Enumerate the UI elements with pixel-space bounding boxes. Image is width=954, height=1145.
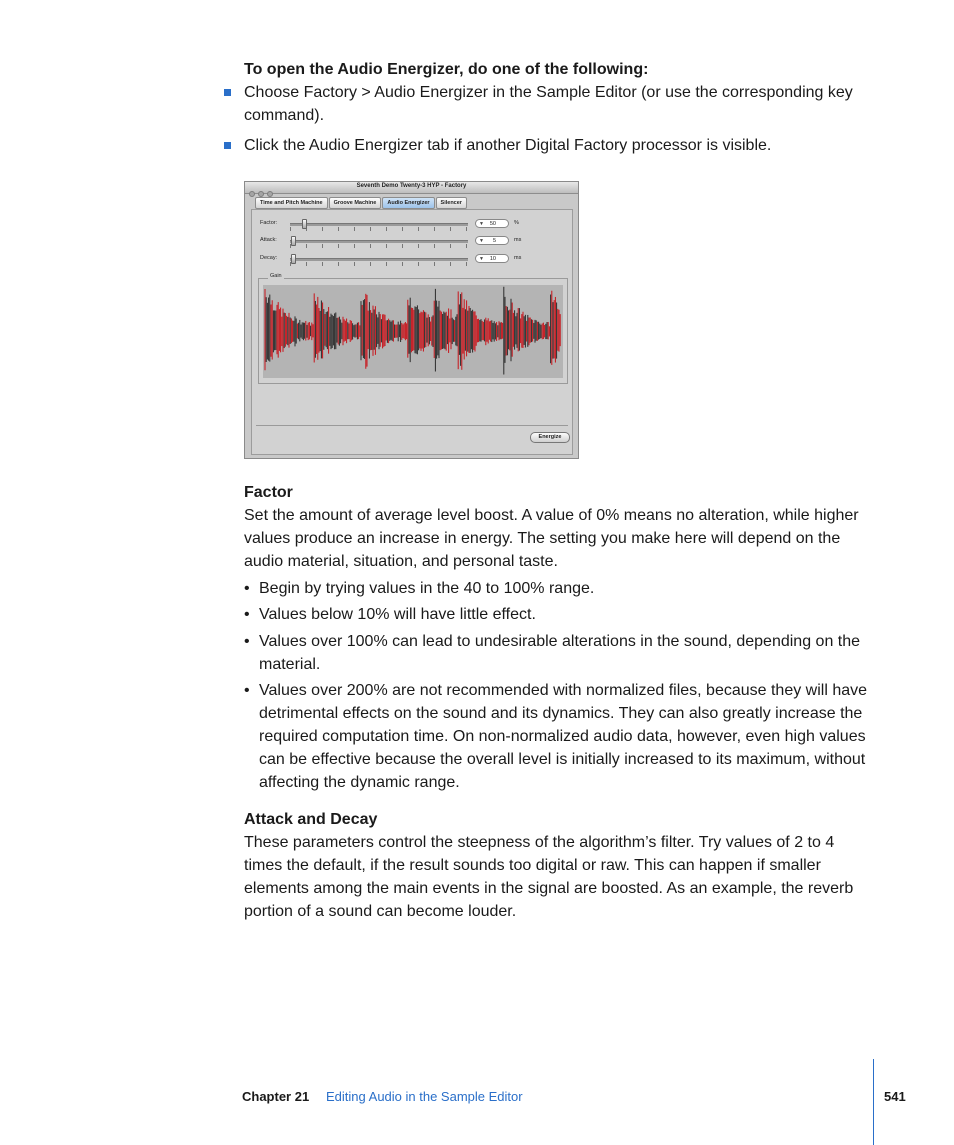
tab-silencer[interactable]: Silencer	[436, 197, 467, 209]
factor-heading: Factor	[244, 484, 293, 501]
bullet-square-icon	[224, 142, 231, 149]
list-item	[244, 679, 874, 794]
factor-row	[258, 219, 570, 229]
factor-slider-track[interactable]	[290, 223, 468, 226]
chevron-down-icon[interactable]: ▼	[479, 238, 484, 244]
window-titlebar	[245, 182, 578, 194]
list-item	[244, 630, 874, 676]
footer-chapter-title: Editing Audio in the Sample Editor	[326, 1089, 523, 1104]
list-item	[244, 577, 874, 600]
energizer-panel	[251, 209, 573, 455]
bullet-dot-icon: •	[244, 682, 250, 699]
decay-value-field[interactable]	[475, 254, 509, 263]
gain-label: Gain	[270, 273, 282, 279]
attack-row	[258, 236, 570, 246]
footer-divider	[873, 1059, 874, 1145]
tab-audio-energizer[interactable]: Audio Energizer	[382, 197, 434, 209]
list-item-text: Values over 200% are not recommended with normalized files, because they will have detrimental effects on the sound and its dynamics. They can also greatly increase the required computation time. On non-normalized audio data, however, even high values can be effective because the overall level is initially increased to its maximum, without affecting the dynamic range.	[259, 682, 868, 791]
energize-button[interactable]: Energize	[530, 432, 570, 443]
bullet-square-icon	[224, 89, 231, 96]
processor-tabs	[255, 197, 468, 208]
factor-value: 50	[489, 221, 496, 227]
attack-decay-body: These parameters control the steepness of the algorithm’s filter. Try values of 2 to 4 times the default, if the result sounds too digital or raw. This can happen if smaller elements among the main events in the signal are boosted. As an example, the reverb portion of a sound can become louder.	[244, 834, 854, 920]
intro-bullet-2: Click the Audio Energizer tab if another Digital Factory processor is visible.	[244, 137, 772, 154]
attack-decay-heading: Attack and Decay	[244, 811, 378, 828]
attack-slider-track[interactable]	[290, 240, 468, 243]
footer-chapter: Chapter 21	[242, 1089, 310, 1104]
decay-slider-track[interactable]	[290, 258, 468, 261]
decay-row	[258, 254, 570, 264]
attack-slider-knob[interactable]	[291, 236, 296, 246]
list-item-text: Begin by trying values in the 40 to 100% range.	[259, 580, 595, 597]
tab-groove-machine[interactable]: Groove Machine	[329, 197, 382, 209]
attack-value: 5	[492, 238, 496, 244]
audio-energizer-window	[244, 181, 579, 459]
factor-slider-knob[interactable]	[302, 219, 307, 229]
bullet-dot-icon: •	[244, 606, 250, 623]
attack-unit: ms	[514, 237, 522, 243]
tab-time-and-pitch-machine[interactable]: Time and Pitch Machine	[255, 197, 328, 209]
factor-body: Set the amount of average level boost. A value of 0% means no alteration, while higher values produce an increase in energy. The setting you make here will depend on the audio material, situation, and personal taste.	[244, 507, 859, 570]
intro-bullet-1: Choose Factory > Audio Energizer in the Sample Editor (or use the corresponding key command).	[244, 84, 853, 124]
attack-value-field[interactable]	[475, 236, 509, 245]
attack-label: Attack:	[260, 237, 277, 243]
factor-label: Factor:	[260, 220, 278, 226]
decay-label: Decay:	[260, 255, 278, 261]
factor-value-field[interactable]	[475, 219, 509, 228]
bullet-dot-icon: •	[244, 580, 250, 597]
waveform-display	[263, 285, 563, 378]
chevron-down-icon[interactable]: ▼	[479, 256, 484, 262]
decay-slider-knob[interactable]	[291, 254, 296, 264]
list-item-text: Values over 100% can lead to undesirable alterations in the sound, depending on the material.	[259, 633, 861, 673]
page-number: 541	[884, 1089, 906, 1104]
list-item	[244, 603, 874, 626]
intro-heading: To open the Audio Energizer, do one of the following:	[244, 61, 649, 78]
window-title: Seventh Demo Twenty-3 HYP - Factory	[356, 183, 467, 189]
bullet-dot-icon: •	[244, 633, 250, 650]
factor-unit: %	[514, 220, 519, 226]
list-item-text: Values below 10% will have little effect.	[259, 606, 536, 623]
decay-unit: ms	[514, 255, 522, 261]
chevron-down-icon[interactable]: ▼	[479, 221, 484, 227]
divider	[256, 425, 568, 426]
decay-value: 10	[489, 256, 496, 262]
